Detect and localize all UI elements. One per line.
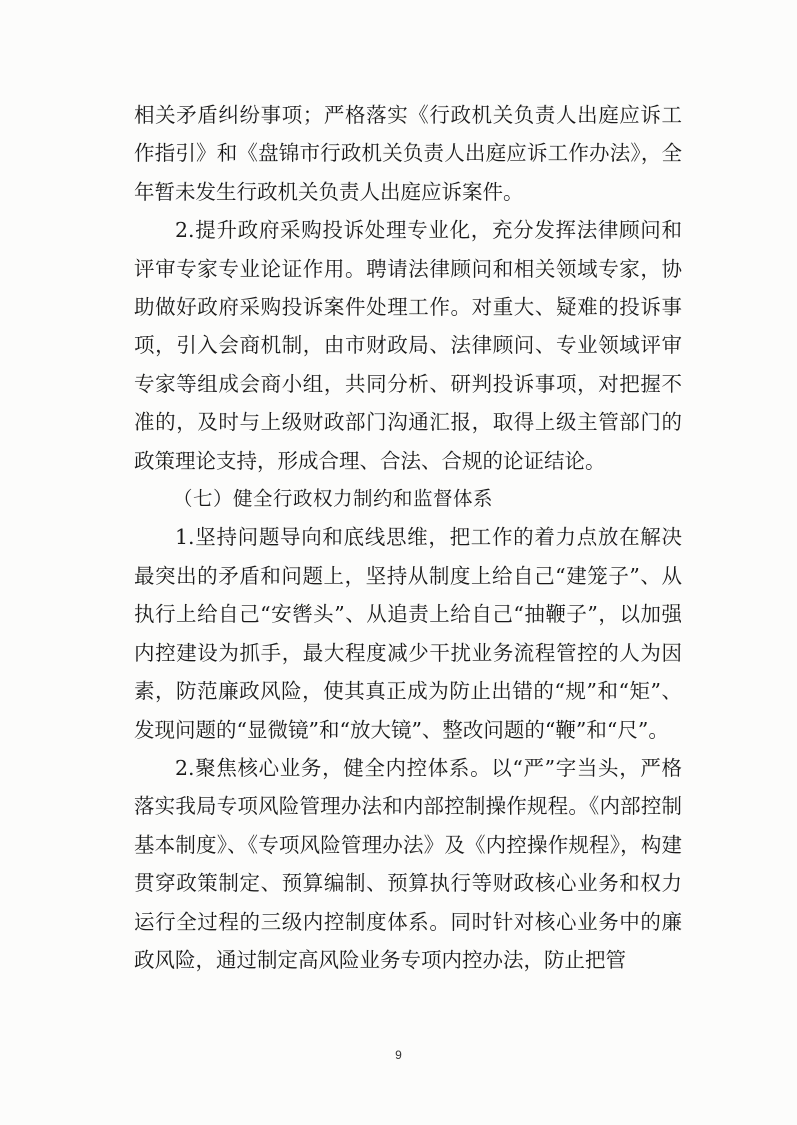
paragraph-problem-oriented: 1.坚持问题导向和底线思维，把工作的着力点放在解决最突出的矛盾和问题上，坚持从制度上给自己“建笼子”、从执行上给自己“安辔头”、从追责上给自己“抽鞭子”，以加强内控建设为抓手，最大程度减少干扰业务流程管控的人为因素，防范廉政风险，使其真正成为防止出错的“规”和“矩”、发现问题的“显微镜”和“放大镜”、整改问题的“鞭”和“尺”。 bbox=[134, 525, 682, 742]
section-heading: （七）健全行政权力制约和监督体系 bbox=[173, 487, 494, 511]
paragraph-internal-control: 2.聚焦核心业务，健全内控体系。以“严”字当头，严格落实我局专项风险管理办法和内部控制操作规程。《内部控制基本制度》、《专项风险管理办法》及《内控操作规程》，构建贯穿政策制定、预算编制、预算执行等财政核心业务和权力运行全过程的三级内控制度体系。同时针对核心业务中的廉政风险，通过制定高风险业务专项内控办法，防止把管 bbox=[134, 755, 682, 972]
page-number: 9 bbox=[395, 1048, 402, 1062]
paragraph-continuation: 相关矛盾纠纷事项；严格落实《行政机关负责人出庭应诉工作指引》和《盘锦市行政机关负责人出庭应诉工作办法》，全年暂未发生行政机关负责人出庭应诉案件。 bbox=[134, 103, 682, 204]
paragraph-procurement-complaints: 2.提升政府采购投诉处理专业化，充分发挥法律顾问和评审专家专业论证作用。聘请法律顾问和相关领域专家，协助做好政府采购投诉案件处理工作。对重大、疑难的投诉事项，引入会商机制，由市财政局、法律顾问、专业领域评审专家等组成会商小组，共同分析、研判投诉事项，对把握不准的，及时与上级财政部门沟通汇报，取得上级主管部门的政策理论支持，形成合理、合法、合规的论证结论。 bbox=[134, 218, 682, 473]
document-body bbox=[134, 96, 682, 979]
